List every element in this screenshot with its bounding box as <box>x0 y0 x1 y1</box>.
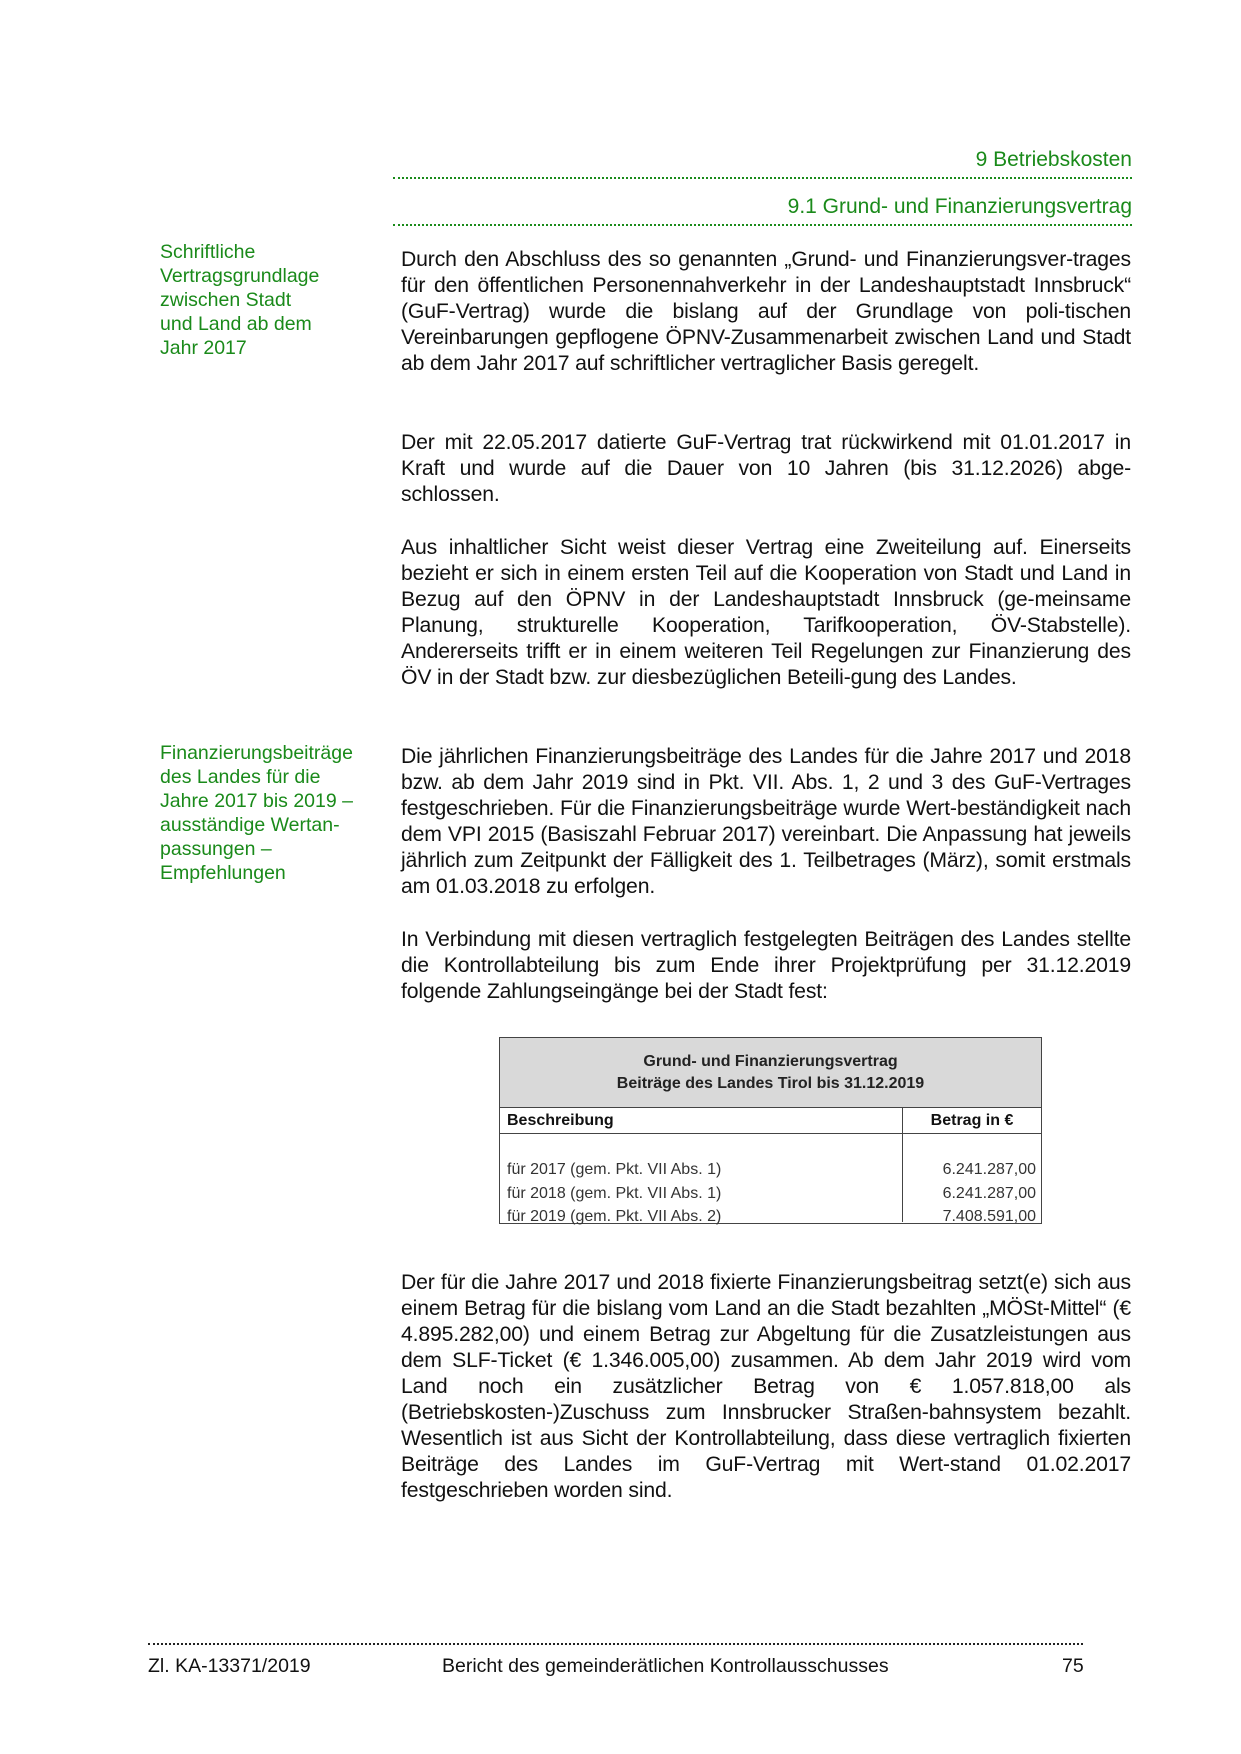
page-number: 75 <box>1062 1655 1084 1677</box>
paragraph-payments-intro: In Verbindung mit diesen vertraglich festgelegten Beiträgen des Landes stellte die Kontrollabteilung bis zum Ende ihrer Projektprüfung per 31.12.2019 folgende Zahlungseingänge bei der Stadt fest: <box>401 928 1131 1004</box>
column-header-amount: Betrag in € <box>930 1112 1014 1129</box>
section-divider <box>393 224 1132 226</box>
table-title <box>500 1038 1041 1108</box>
footer-reference: Zl. KA-13371/2019 <box>148 1655 311 1677</box>
margin-note-line: zwischen Stadt <box>160 289 292 311</box>
footer-divider <box>148 1643 1083 1645</box>
margin-note-line: ausständige Wertan- <box>160 814 340 836</box>
table-cell-amount: 7.408.591,00 <box>942 1208 1036 1225</box>
margin-note-line: Finanzierungsbeiträge <box>160 742 353 764</box>
contributions-table <box>499 1037 1042 1224</box>
margin-note-line: und Land ab dem <box>160 313 312 335</box>
table-cell-description: für 2018 (gem. Pkt. VII Abs. 1) <box>507 1184 722 1202</box>
margin-note-line: Jahre 2017 bis 2019 – <box>160 790 353 812</box>
chapter-heading: 9 Betriebskosten <box>975 148 1132 171</box>
margin-note-contract-basis <box>160 240 375 360</box>
table-title-line-1: Grund- und Finanzierungsvertrag <box>643 1053 898 1070</box>
margin-note-line: des Landes für die <box>160 766 321 788</box>
margin-note-line: Vertragsgrundlage <box>160 265 320 287</box>
margin-note-line: passungen – <box>160 838 272 860</box>
paragraph-effective-date: Der mit 22.05.2017 datierte GuF-Vertrag trat rückwirkend mit 01.01.2017 in Kraft und wurde auf die Dauer von 10 Jahren (bis 31.12.2026) abge-schlossen. <box>401 431 1131 507</box>
chapter-divider <box>393 177 1132 179</box>
description-column <box>500 1134 903 1225</box>
column-header-description: Beschreibung <box>500 1108 903 1133</box>
table-header-row <box>500 1108 1041 1134</box>
table-cell-amount: 6.241.287,00 <box>942 1184 1036 1202</box>
margin-note-financing-contributions <box>160 741 375 885</box>
table-cell-description: für 2017 (gem. Pkt. VII Abs. 1) <box>507 1161 722 1178</box>
section-heading: 9.1 Grund- und Finanzierungsvertrag <box>787 195 1132 218</box>
table-body <box>500 1134 1041 1225</box>
table-title-line-2: Beiträge des Landes Tirol bis 31.12.2019 <box>616 1075 925 1092</box>
footer-title: Bericht des gemeinderätlichen Kontrollausschusses <box>442 1655 889 1677</box>
margin-note-line: Jahr 2017 <box>160 337 247 359</box>
paragraph-intro: Durch den Abschluss des so genannten „Grund- und Finanzierungsver-trages für den öffentlichen Personennahverkehr in der Landeshauptstadt Innsbruck“ (GuF-Vertrag) wurde die bislang auf der Grundlage von poli-tischen Vereinbarungen gepflogene ÖPNV-Zusammenarbeit zwischen Land und Stadt ab dem Jahr 2017 auf schriftlicher vertraglicher Basis geregelt. <box>401 248 1131 376</box>
paragraph-contribution-composition: Der für die Jahre 2017 und 2018 fixierte Finanzierungsbeitrag setzt(e) sich aus einem Betrag für die bislang vom Land an die Stadt bezahlten „MÖSt-Mittel“ (€ 4.895.282,00) und einem Betrag zur Abgeltung für die Zusatzleistungen aus dem SLF-Ticket (€ 1.346.005,00) zusammen. Ab dem Jahr 2019 wird vom Land noch ein zusätzlicher Betrag von € 1.057.818,00 als (Betriebskosten-)Zuschuss zum Innsbrucker Straßen-bahnsystem bezahlt. Wesentlich ist aus Sicht der Kontrollabteilung, dass diese vertraglich fixierten Beiträge des Landes im GuF-Vertrag mit Wert-stand 01.02.2017 festgeschrieben worden sind. <box>401 1271 1131 1503</box>
paragraph-content-structure: Aus inhaltlicher Sicht weist dieser Vertrag eine Zweiteilung auf. Einerseits bezieht er sich in einem ersten Teil auf die Kooperation von Stadt und Land in Bezug auf den ÖPNV in der Landeshauptstadt Innsbruck (ge-meinsame Planung, strukturelle Kooperation, Tarifkooperation, ÖV-Stabstelle). Andererseits trifft er in einem weiteren Teil Regelungen zur Finanzierung des ÖV in der Stadt bzw. zur diesbezüglichen Beteili-gung des Landes. <box>401 536 1131 690</box>
table-cell-description: für 2019 (gem. Pkt. VII Abs. 2) <box>507 1208 722 1225</box>
paragraph-annual-contributions: Die jährlichen Finanzierungsbeiträge des Landes für die Jahre 2017 und 2018 bzw. ab dem Jahr 2019 sind in Pkt. VII. Abs. 1, 2 und 3 des GuF-Vertrages festgeschrieben. Für die Finanzierungsbeiträge wurde Wert-beständigkeit nach dem VPI 2015 (Basiszahl Februar 2017) vereinbart. Die Anpassung hat jeweils jährlich zum Zeitpunkt der Fälligkeit des 1. Teilbetrages (März), somit erstmals am 01.03.2018 zu erfolgen. <box>401 745 1131 899</box>
margin-note-line: Schriftliche <box>160 241 256 263</box>
amount-column <box>903 1134 1041 1225</box>
margin-note-line: Empfehlungen <box>160 862 286 884</box>
table-cell-amount: 6.241.287,00 <box>942 1161 1036 1178</box>
